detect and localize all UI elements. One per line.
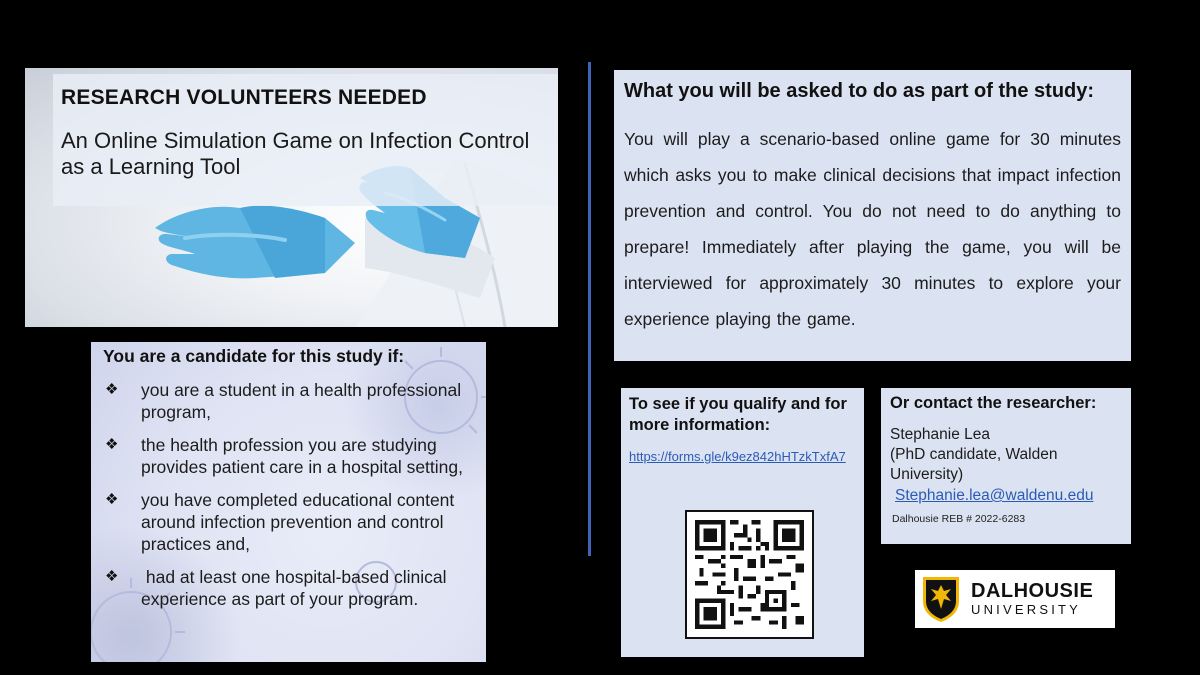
hero-image-panel — [25, 68, 558, 327]
list-item-text: you have completed educational content around infection prevention and control practices and, — [141, 490, 455, 554]
diamond-bullet-icon: ❖ — [105, 491, 119, 508]
tasks-heading: What you will be asked to do as part of the study: — [624, 80, 1095, 102]
hero-title-box — [53, 74, 558, 206]
ethics-approval-number: Dalhousie REB # 2022-6283 — [892, 513, 1026, 525]
study-subtitle: An Online Simulation Game on Infection Control as a Learning Tool — [61, 128, 530, 179]
list-item — [91, 566, 486, 610]
list-item — [91, 489, 486, 555]
researcher-email-link[interactable]: Stephanie.lea@waldenu.edu — [895, 487, 1094, 504]
vertical-divider — [588, 62, 591, 556]
diamond-bullet-icon: ❖ — [105, 381, 119, 398]
qr-code-icon[interactable] — [685, 510, 814, 639]
list-item-text: you are a student in a health professional program, — [141, 380, 462, 422]
researcher-affiliation: (PhD candidate, Walden University) — [890, 446, 1058, 483]
logo-line-2: UNIVERSITY — [971, 602, 1082, 617]
signup-form-link[interactable]: https://forms.gle/k9ez842hHTzkTxfA7 — [629, 449, 846, 464]
eligibility-heading: You are a candidate for this study if: — [103, 346, 405, 366]
contact-heading: Or contact the researcher: — [890, 394, 1097, 412]
university-logo — [915, 570, 1115, 628]
list-item — [91, 379, 486, 423]
logo-line-1: DALHOUSIE — [971, 580, 1094, 602]
qualify-heading: To see if you qualify and for more information: — [629, 395, 847, 434]
logo-wordmark — [971, 581, 1093, 617]
qr-code-graphic — [695, 520, 804, 629]
qualify-panel — [621, 388, 864, 657]
list-item-text: had at least one hospital-based clinical experience as part of your program. — [141, 567, 452, 609]
shield-crest-icon — [921, 575, 961, 623]
eligibility-list — [91, 379, 486, 621]
tasks-description: You will play a scenario-based online game for 30 minutes which asks you to make clinical decisions that impact infection prevention and control. You do not need to do anything to prepare! Immediately after playing the game, you will be interviewed for approximately 30 minutes to explore your experience playing the game. — [624, 129, 1121, 329]
diamond-bullet-icon: ❖ — [105, 568, 119, 585]
eligibility-panel — [91, 342, 486, 662]
researcher-name: Stephanie Lea — [890, 426, 990, 443]
page-title: RESEARCH VOLUNTEERS NEEDED — [61, 86, 427, 109]
study-tasks-panel — [614, 70, 1131, 361]
diamond-bullet-icon: ❖ — [105, 436, 119, 453]
list-item-text: the health profession you are studying provides patient care in a hospital setting, — [141, 435, 463, 477]
list-item — [91, 434, 486, 478]
contact-panel — [881, 388, 1131, 544]
